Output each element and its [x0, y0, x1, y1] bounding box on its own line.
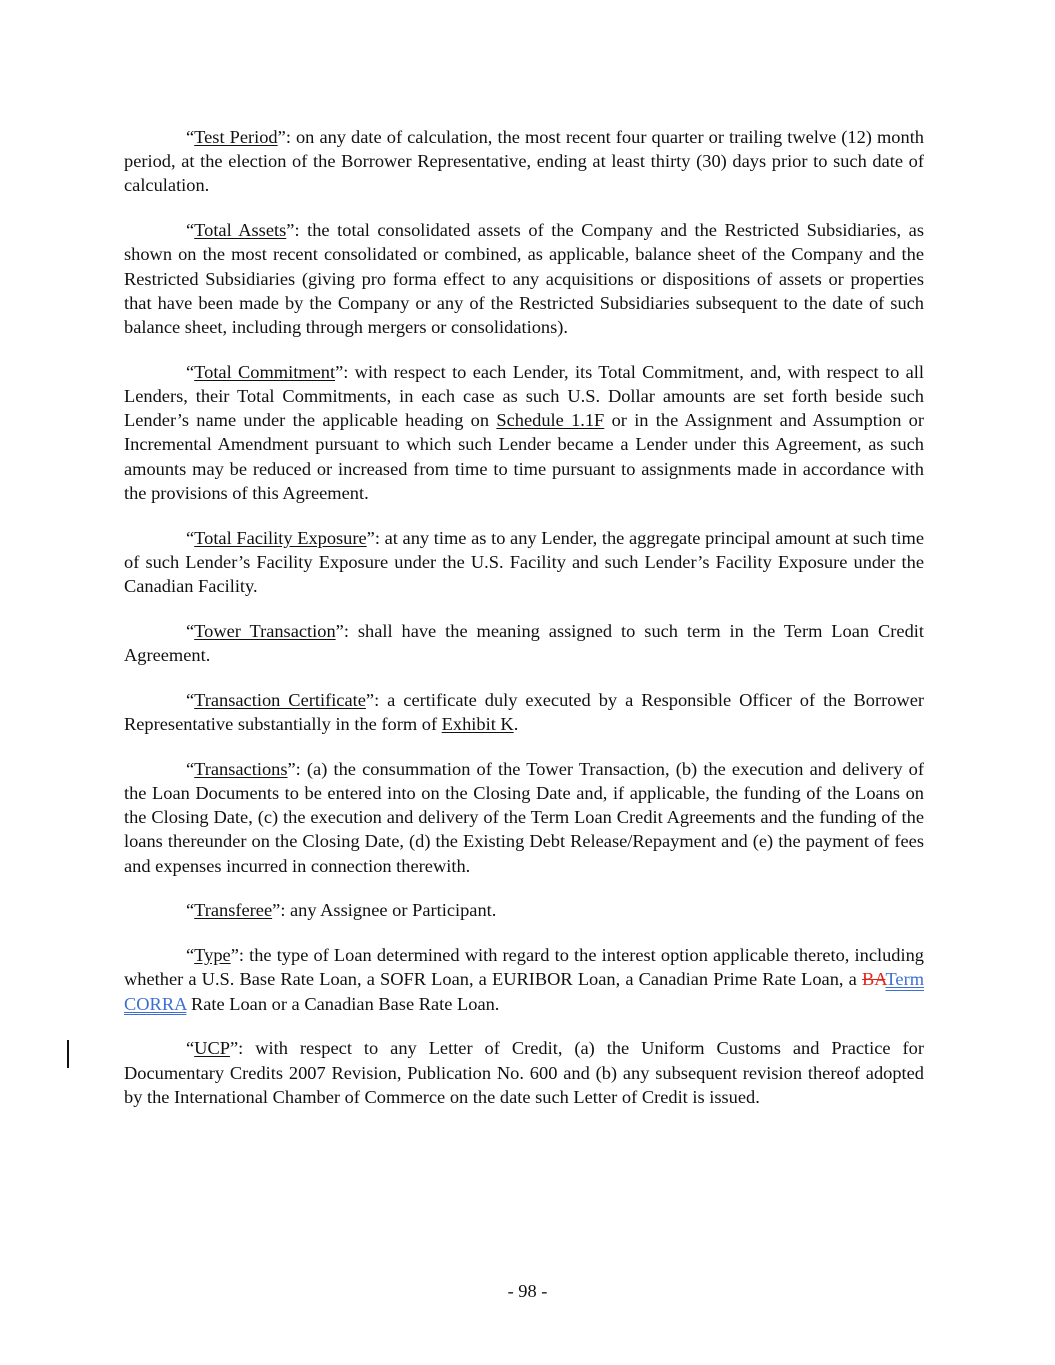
defined-term: Total Assets [194, 220, 287, 241]
close-quote: ” [335, 361, 344, 382]
exhibit-reference: Exhibit K [441, 714, 514, 735]
definition-total-facility-exposure [124, 526, 924, 599]
definition-text: : shall have the meaning assigned to such term in the Term Loan Credit Agreement. [124, 620, 924, 666]
inserted-text: Term CORRA [124, 969, 924, 1014]
close-quote: ” [272, 900, 281, 921]
document-body [124, 125, 924, 1130]
definition-text: : with respect to any Letter of Credit, (a) the Uniform Customs and Practice for Documentary Credits 2007 Revision, Publication No. 600 and (b) any subsequent revision thereof adopted by the International Chamber of Commerce on the date such Letter of Credit is issued. [124, 1038, 924, 1107]
deleted-text: BA [861, 969, 886, 990]
definition-text-continued: or in the Assignment and Assumption or Incremental Amendment pursuant to which such Lender became a Lender under this Agreement, as such amounts may be reduced or increased from time to time pursuant to assignments made in accordance with the provisions of this Agreement. [124, 410, 925, 503]
definition-transferee [124, 898, 924, 922]
close-quote: ” [287, 758, 296, 779]
close-quote: ” [335, 620, 344, 641]
defined-term: Transactions [194, 758, 288, 779]
open-quote: “ [186, 689, 195, 710]
definition-test-period [124, 125, 924, 198]
open-quote: “ [186, 1038, 195, 1059]
definition-transactions [124, 757, 924, 878]
definition-ucp [124, 1036, 924, 1109]
defined-term: Total Facility Exposure [194, 527, 367, 548]
definition-text: : on any date of calculation, the most recent four quarter or trailing twelve (12) month period, at the election of the Borrower Representative, ending at least thirty (30) days prior to such date of calculation. [124, 127, 924, 196]
close-quote: ” [229, 1038, 239, 1059]
open-quote: “ [186, 361, 195, 382]
open-quote: “ [186, 127, 195, 147]
close-quote: ” [286, 220, 295, 241]
defined-term: Type [194, 945, 231, 966]
close-quote: ” [230, 945, 239, 966]
defined-term: Transaction Certificate [194, 689, 366, 710]
definition-text-continued: Rate Loan or a Canadian Base Rate Loan. [186, 993, 500, 1014]
definition-text-continued: . [513, 714, 519, 735]
definition-text: : (a) the consummation of the Tower Transaction, (b) the execution and delivery of the Loan Documents to be entered into on the Closing Date and, if applicable, the funding of the Loans on the Closing Date, (c) the execution and delivery of the Term Loan Credit Agreements and the funding of the loans thereunder on the Closing Date, (d) the Existing Debt Release/Repayment and (e) the payment of fees and expenses incurred in connection therewith. [124, 758, 924, 876]
definition-text: : any Assignee or Participant. [280, 900, 497, 921]
open-quote: “ [186, 620, 195, 641]
defined-term: Tower Transaction [194, 620, 336, 641]
open-quote: “ [186, 220, 195, 241]
definition-transaction-certificate [124, 688, 924, 736]
definition-text: : the total consolidated assets of the Company and the Restricted Subsidiaries, as shown on the most recent consolidated or combined, as applicable, balance sheet of the Company and the Restricted Subsidiaries (giving pro forma effect to any acquisitions or dispositions of assets or properties that have been made by the Company or any of the Restricted Subsidiaries subsequent to the date of such balance sheet, including through mergers or consolidations). [124, 220, 925, 338]
defined-term: Transferee [194, 900, 273, 921]
revision-change-bar [67, 1040, 69, 1068]
definition-total-commitment [124, 360, 924, 505]
open-quote: “ [186, 945, 195, 966]
definition-tower-transaction [124, 619, 924, 667]
definition-text: : a certificate duly executed by a Responsible Officer of the Borrower Representative substantially in the form of [124, 689, 924, 735]
definition-text: : the type of Loan determined with regard to the interest option applicable thereto, including whether a U.S. Base Rate Loan, a SOFR Loan, a EURIBOR Loan, a Canadian Prime Rate Loan, a [124, 945, 924, 990]
close-quote: ” [365, 689, 375, 710]
open-quote: “ [186, 900, 195, 921]
definition-text: : at any time as to any Lender, the aggregate principal amount at such time of such Lender’s Facility Exposure under the U.S. Facility and such Lender’s Facility Exposure under the Canadian Facility. [124, 527, 924, 597]
definition-type [124, 943, 924, 1016]
defined-term: Test Period [194, 127, 278, 147]
defined-term: Total Commitment [194, 361, 336, 382]
definition-text: : with respect to each Lender, its Total Commitment, and, with respect to all Lenders, their Total Commitments, in each case as such U.S. Dollar amounts are set forth beside such Lender’s name under the applicable heading on [124, 361, 924, 431]
defined-term: UCP [194, 1038, 230, 1059]
page-number: - 98 - [507, 1281, 548, 1301]
schedule-reference: Schedule 1.1F [496, 410, 605, 431]
open-quote: “ [186, 758, 195, 779]
close-quote: ” [366, 527, 375, 548]
open-quote: “ [186, 527, 195, 548]
definition-total-assets [124, 218, 924, 339]
close-quote: ” [277, 127, 286, 147]
